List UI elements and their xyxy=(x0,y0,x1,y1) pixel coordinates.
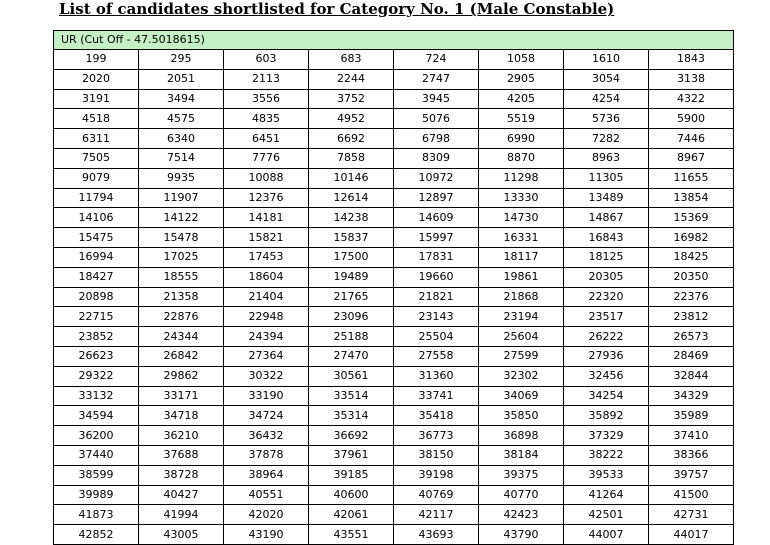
roll-number-cell: 38964 xyxy=(224,465,309,485)
roll-number-cell: 38599 xyxy=(54,465,139,485)
roll-number-cell: 16843 xyxy=(564,228,649,248)
roll-number-cell: 27470 xyxy=(309,346,394,366)
roll-number-cell: 7514 xyxy=(139,148,224,168)
roll-number-cell: 43551 xyxy=(309,525,394,545)
roll-number-cell: 35418 xyxy=(394,406,479,426)
roll-number-cell: 33741 xyxy=(394,386,479,406)
roll-number-cell: 41264 xyxy=(564,485,649,505)
roll-number-cell: 21404 xyxy=(224,287,309,307)
roll-number-cell: 19861 xyxy=(479,267,564,287)
roll-number-cell: 22715 xyxy=(54,307,139,327)
roll-number-cell: 8309 xyxy=(394,148,479,168)
table-row xyxy=(54,267,734,287)
roll-number-cell: 19660 xyxy=(394,267,479,287)
roll-number-cell: 29862 xyxy=(139,366,224,386)
roll-number-cell: 7282 xyxy=(564,129,649,149)
roll-number-cell: 22376 xyxy=(649,287,734,307)
roll-number-cell: 10088 xyxy=(224,168,309,188)
roll-number-cell: 26222 xyxy=(564,327,649,347)
roll-number-cell: 27364 xyxy=(224,346,309,366)
roll-number-cell: 6798 xyxy=(394,129,479,149)
section-header: UR (Cut Off - 47.5018615) xyxy=(54,31,734,50)
roll-number-cell: 8870 xyxy=(479,148,564,168)
table-row xyxy=(54,168,734,188)
roll-number-cell: 23194 xyxy=(479,307,564,327)
roll-number-cell: 41994 xyxy=(139,505,224,525)
roll-number-cell: 13330 xyxy=(479,188,564,208)
roll-number-cell: 5076 xyxy=(394,109,479,129)
roll-number-cell: 10972 xyxy=(394,168,479,188)
roll-number-cell: 42501 xyxy=(564,505,649,525)
roll-number-cell: 28469 xyxy=(649,346,734,366)
roll-number-cell: 23143 xyxy=(394,307,479,327)
roll-number-cell: 39989 xyxy=(54,485,139,505)
roll-number-cell: 3752 xyxy=(309,89,394,109)
roll-number-cell: 32302 xyxy=(479,366,564,386)
roll-number-cell: 14238 xyxy=(309,208,394,228)
table-row xyxy=(54,247,734,267)
roll-number-cell: 32456 xyxy=(564,366,649,386)
roll-number-cell: 1058 xyxy=(479,50,564,70)
roll-number-cell: 724 xyxy=(394,50,479,70)
roll-number-cell: 36200 xyxy=(54,426,139,446)
roll-number-cell: 15837 xyxy=(309,228,394,248)
roll-number-cell: 21765 xyxy=(309,287,394,307)
table-row xyxy=(54,327,734,347)
roll-number-cell: 1610 xyxy=(564,50,649,70)
roll-number-cell: 38150 xyxy=(394,445,479,465)
roll-number-cell: 14106 xyxy=(54,208,139,228)
roll-number-cell: 20898 xyxy=(54,287,139,307)
roll-number-cell: 27558 xyxy=(394,346,479,366)
roll-number-cell: 16331 xyxy=(479,228,564,248)
roll-number-cell: 33132 xyxy=(54,386,139,406)
roll-number-cell: 23812 xyxy=(649,307,734,327)
roll-number-cell: 31360 xyxy=(394,366,479,386)
roll-number-cell: 34724 xyxy=(224,406,309,426)
roll-number-cell: 34594 xyxy=(54,406,139,426)
table-row xyxy=(54,188,734,208)
roll-number-cell: 2905 xyxy=(479,69,564,89)
roll-number-cell: 14730 xyxy=(479,208,564,228)
roll-number-cell: 4575 xyxy=(139,109,224,129)
roll-number-cell: 38184 xyxy=(479,445,564,465)
roll-number-cell: 23096 xyxy=(309,307,394,327)
roll-number-cell: 20305 xyxy=(564,267,649,287)
roll-number-cell: 42731 xyxy=(649,505,734,525)
roll-number-cell: 42423 xyxy=(479,505,564,525)
roll-number-cell: 3191 xyxy=(54,89,139,109)
roll-number-cell: 23852 xyxy=(54,327,139,347)
roll-number-cell: 41873 xyxy=(54,505,139,525)
roll-number-cell: 4205 xyxy=(479,89,564,109)
table-row xyxy=(54,485,734,505)
roll-number-cell: 4952 xyxy=(309,109,394,129)
roll-number-cell: 40427 xyxy=(139,485,224,505)
table-row xyxy=(54,109,734,129)
roll-number-cell: 40770 xyxy=(479,485,564,505)
roll-number-cell: 41500 xyxy=(649,485,734,505)
roll-number-cell: 18604 xyxy=(224,267,309,287)
roll-number-cell: 44017 xyxy=(649,525,734,545)
roll-number-cell: 3494 xyxy=(139,89,224,109)
table-row xyxy=(54,465,734,485)
roll-number-cell: 7858 xyxy=(309,148,394,168)
roll-number-cell: 14609 xyxy=(394,208,479,228)
roll-number-cell: 26842 xyxy=(139,346,224,366)
roll-number-cell: 25188 xyxy=(309,327,394,347)
roll-number-cell: 43790 xyxy=(479,525,564,545)
roll-number-cell: 24344 xyxy=(139,327,224,347)
roll-number-cell: 15475 xyxy=(54,228,139,248)
roll-number-cell: 19489 xyxy=(309,267,394,287)
table-row xyxy=(54,426,734,446)
roll-number-cell: 6692 xyxy=(309,129,394,149)
roll-number-cell: 37878 xyxy=(224,445,309,465)
roll-number-cell: 20350 xyxy=(649,267,734,287)
roll-number-cell: 17831 xyxy=(394,247,479,267)
roll-number-cell: 18425 xyxy=(649,247,734,267)
table-row xyxy=(54,50,734,70)
roll-number-cell: 17453 xyxy=(224,247,309,267)
roll-number-cell: 15997 xyxy=(394,228,479,248)
roll-number-cell: 27599 xyxy=(479,346,564,366)
roll-number-cell: 39185 xyxy=(309,465,394,485)
roll-number-cell: 42061 xyxy=(309,505,394,525)
roll-number-cell: 4518 xyxy=(54,109,139,129)
roll-number-cell: 43190 xyxy=(224,525,309,545)
roll-number-cell: 3556 xyxy=(224,89,309,109)
roll-number-cell: 1843 xyxy=(649,50,734,70)
roll-number-cell: 21868 xyxy=(479,287,564,307)
roll-number-cell: 12614 xyxy=(309,188,394,208)
roll-number-cell: 12897 xyxy=(394,188,479,208)
roll-number-cell: 2113 xyxy=(224,69,309,89)
roll-number-cell: 6340 xyxy=(139,129,224,149)
roll-number-cell: 14867 xyxy=(564,208,649,228)
roll-number-cell: 15821 xyxy=(224,228,309,248)
roll-number-cell: 35314 xyxy=(309,406,394,426)
roll-number-cell: 39375 xyxy=(479,465,564,485)
roll-number-cell: 22320 xyxy=(564,287,649,307)
roll-number-cell: 2051 xyxy=(139,69,224,89)
roll-number-cell: 30561 xyxy=(309,366,394,386)
roll-number-cell: 39198 xyxy=(394,465,479,485)
roll-number-cell: 26623 xyxy=(54,346,139,366)
roll-number-cell: 11794 xyxy=(54,188,139,208)
roll-number-cell: 10146 xyxy=(309,168,394,188)
roll-number-cell: 6311 xyxy=(54,129,139,149)
roll-number-cell: 21821 xyxy=(394,287,479,307)
roll-number-cell: 199 xyxy=(54,50,139,70)
roll-number-cell: 27936 xyxy=(564,346,649,366)
roll-number-cell: 38728 xyxy=(139,465,224,485)
roll-number-cell: 42117 xyxy=(394,505,479,525)
roll-number-cell: 42020 xyxy=(224,505,309,525)
roll-number-cell: 35989 xyxy=(649,406,734,426)
roll-number-cell: 37688 xyxy=(139,445,224,465)
roll-number-cell: 40600 xyxy=(309,485,394,505)
roll-number-cell: 3138 xyxy=(649,69,734,89)
roll-number-cell: 2747 xyxy=(394,69,479,89)
table-row xyxy=(54,525,734,545)
roll-number-cell: 7446 xyxy=(649,129,734,149)
table-row xyxy=(54,366,734,386)
roll-number-cell: 34329 xyxy=(649,386,734,406)
table-row xyxy=(54,287,734,307)
roll-number-cell: 9079 xyxy=(54,168,139,188)
roll-number-cell: 22876 xyxy=(139,307,224,327)
roll-number-cell: 8967 xyxy=(649,148,734,168)
roll-number-cell: 4254 xyxy=(564,89,649,109)
roll-number-cell: 11298 xyxy=(479,168,564,188)
table-row xyxy=(54,148,734,168)
roll-number-cell: 11655 xyxy=(649,168,734,188)
table-row xyxy=(54,505,734,525)
document-title: List of candidates shortlisted for Category No. 1 (Male Constable) xyxy=(59,0,615,18)
roll-number-cell: 7505 xyxy=(54,148,139,168)
roll-number-cell: 36210 xyxy=(139,426,224,446)
roll-number-cell: 35850 xyxy=(479,406,564,426)
roll-number-cell: 12376 xyxy=(224,188,309,208)
roll-number-cell: 9935 xyxy=(139,168,224,188)
roll-number-cell: 33171 xyxy=(139,386,224,406)
table-row xyxy=(54,208,734,228)
roll-number-cell: 34069 xyxy=(479,386,564,406)
roll-number-cell: 3054 xyxy=(564,69,649,89)
roll-number-cell: 40769 xyxy=(394,485,479,505)
roll-number-cell: 14181 xyxy=(224,208,309,228)
roll-number-cell: 683 xyxy=(309,50,394,70)
roll-number-cell: 4835 xyxy=(224,109,309,129)
roll-number-cell: 37329 xyxy=(564,426,649,446)
roll-number-cell: 44007 xyxy=(564,525,649,545)
table-row xyxy=(54,445,734,465)
roll-number-cell: 35892 xyxy=(564,406,649,426)
roll-number-cell: 14122 xyxy=(139,208,224,228)
roll-number-cell: 34718 xyxy=(139,406,224,426)
roll-number-cell: 40551 xyxy=(224,485,309,505)
roll-number-cell: 39757 xyxy=(649,465,734,485)
roll-number-cell: 33514 xyxy=(309,386,394,406)
roll-number-cell: 39533 xyxy=(564,465,649,485)
roll-number-cell: 5519 xyxy=(479,109,564,129)
roll-number-cell: 5736 xyxy=(564,109,649,129)
table-row xyxy=(54,307,734,327)
roll-number-cell: 38366 xyxy=(649,445,734,465)
roll-number-cell: 36898 xyxy=(479,426,564,446)
table-row xyxy=(54,228,734,248)
roll-number-cell: 29322 xyxy=(54,366,139,386)
roll-number-cell: 13489 xyxy=(564,188,649,208)
roll-number-cell: 6451 xyxy=(224,129,309,149)
roll-number-cell: 37440 xyxy=(54,445,139,465)
roll-number-cell: 8963 xyxy=(564,148,649,168)
roll-number-cell: 36432 xyxy=(224,426,309,446)
roll-number-cell: 23517 xyxy=(564,307,649,327)
shortlist-table xyxy=(53,30,734,545)
roll-number-cell: 34254 xyxy=(564,386,649,406)
roll-number-cell: 25504 xyxy=(394,327,479,347)
roll-number-cell: 43693 xyxy=(394,525,479,545)
roll-number-cell: 3945 xyxy=(394,89,479,109)
table-row xyxy=(54,89,734,109)
roll-number-cell: 17025 xyxy=(139,247,224,267)
table-row xyxy=(54,406,734,426)
roll-number-cell: 2244 xyxy=(309,69,394,89)
roll-number-cell: 38222 xyxy=(564,445,649,465)
roll-number-cell: 18427 xyxy=(54,267,139,287)
table-row xyxy=(54,69,734,89)
roll-number-cell: 42852 xyxy=(54,525,139,545)
roll-number-cell: 37410 xyxy=(649,426,734,446)
roll-number-cell: 18125 xyxy=(564,247,649,267)
roll-number-cell: 295 xyxy=(139,50,224,70)
roll-number-cell: 17500 xyxy=(309,247,394,267)
roll-number-cell: 15369 xyxy=(649,208,734,228)
table-row xyxy=(54,346,734,366)
roll-number-cell: 13854 xyxy=(649,188,734,208)
table-row xyxy=(54,386,734,406)
roll-number-cell: 26573 xyxy=(649,327,734,347)
roll-number-cell: 2020 xyxy=(54,69,139,89)
roll-number-cell: 4322 xyxy=(649,89,734,109)
roll-number-cell: 36692 xyxy=(309,426,394,446)
roll-number-cell: 33190 xyxy=(224,386,309,406)
roll-number-cell: 37961 xyxy=(309,445,394,465)
roll-number-cell: 11305 xyxy=(564,168,649,188)
roll-number-cell: 5900 xyxy=(649,109,734,129)
roll-number-cell: 22948 xyxy=(224,307,309,327)
table-row xyxy=(54,129,734,149)
roll-number-cell: 18117 xyxy=(479,247,564,267)
roll-number-cell: 16982 xyxy=(649,228,734,248)
roll-number-cell: 36773 xyxy=(394,426,479,446)
roll-number-cell: 11907 xyxy=(139,188,224,208)
roll-number-cell: 32844 xyxy=(649,366,734,386)
section-header-row xyxy=(54,31,734,50)
roll-number-cell: 6990 xyxy=(479,129,564,149)
roll-number-cell: 603 xyxy=(224,50,309,70)
roll-number-cell: 18555 xyxy=(139,267,224,287)
roll-number-cell: 15478 xyxy=(139,228,224,248)
roll-number-cell: 16994 xyxy=(54,247,139,267)
roll-number-cell: 30322 xyxy=(224,366,309,386)
roll-number-cell: 43005 xyxy=(139,525,224,545)
roll-number-cell: 24394 xyxy=(224,327,309,347)
roll-number-cell: 7776 xyxy=(224,148,309,168)
roll-number-cell: 21358 xyxy=(139,287,224,307)
roll-number-cell: 25604 xyxy=(479,327,564,347)
